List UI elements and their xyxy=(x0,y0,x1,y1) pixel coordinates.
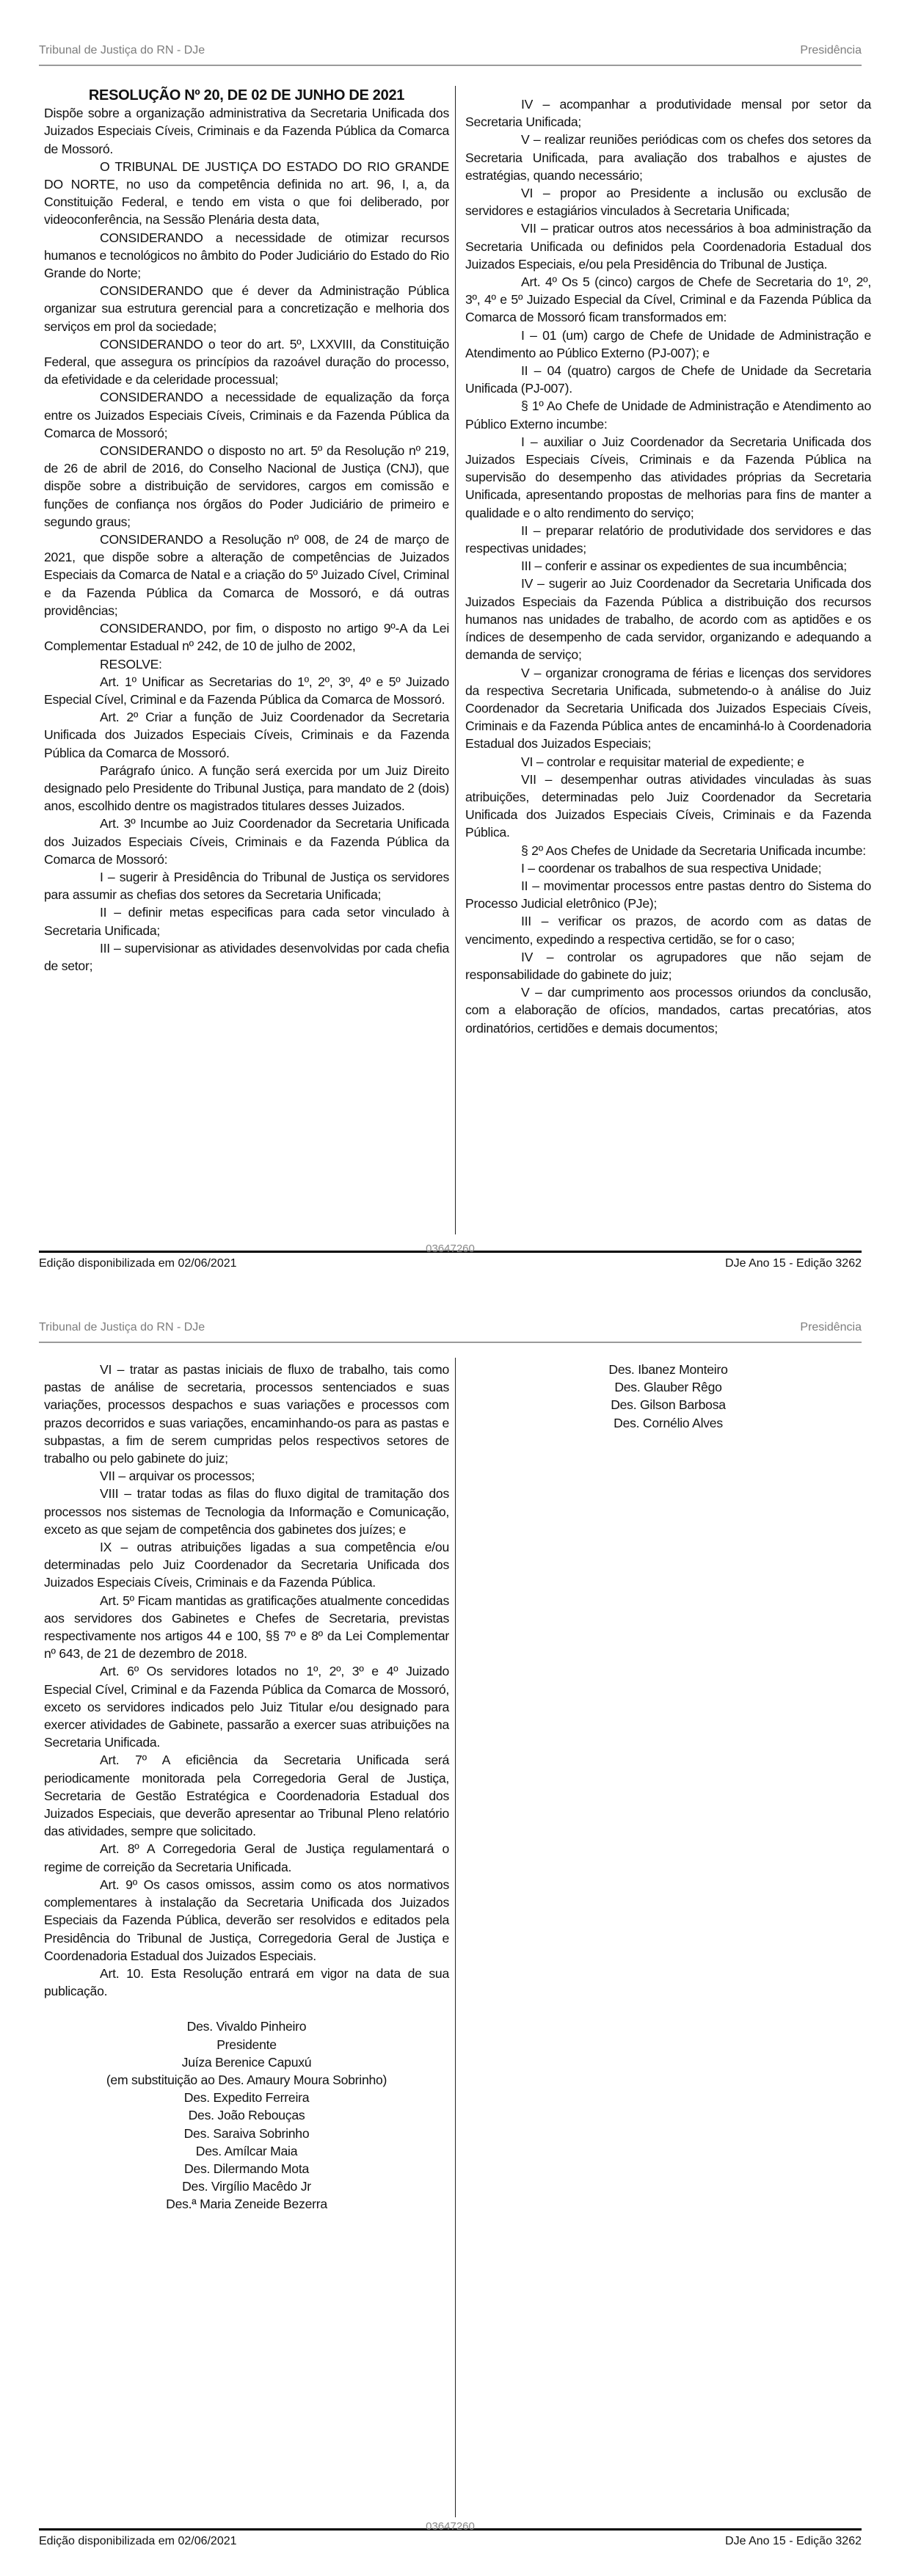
paragraph: VI – propor ao Presidente a inclusão ou exclusão de servidores e estagiários vinculados à Secretaria Unificada; xyxy=(465,186,871,219)
page-header xyxy=(39,1321,862,1343)
paragraph: Art. 2º Criar a função de Juiz Coordenador da Secretaria Unificada dos Juizados Especiais Cíveis, Criminais e da Fazenda Pública da Comarca de Mossoró. xyxy=(44,710,449,760)
signatory-name: Des. Amílcar Maia xyxy=(195,2143,298,2158)
paragraph: I – coordenar os trabalhos de sua respectiva Unidade; xyxy=(521,860,822,876)
header-section: Presidência xyxy=(800,1321,862,1334)
column-right xyxy=(465,95,871,1037)
paragraph: V – dar cumprimento aos processos oriundos da conclusão, com a elaboração de ofícios, mandados, cartas precatórias, atos ordinatórios, certidões e demais documentos; xyxy=(465,985,871,1036)
paragraph: CONSIDERANDO a Resolução nº 008, de 24 de março de 2021, que dispõe sobre a alteração de competências de Juizados Especiais da Comarca de Natal e a criação do 5º Juizado Cível, Criminal e da Fazenda Pública da Comarca de Mossoró, e dá outras providências; xyxy=(44,532,449,618)
paragraph: Art. 10. Esta Resolução entrará em vigor na data de sua publicação. xyxy=(44,1965,449,1999)
paragraph: CONSIDERANDO a necessidade de otimizar recursos humanos e tecnológicos no âmbito do Poder Judiciário do Estado do Rio Grande do Norte; xyxy=(44,230,449,281)
signature xyxy=(44,2053,449,2089)
paragraph: RESOLVE: xyxy=(100,656,162,672)
signatory-name: Des. João Rebouças xyxy=(188,2108,305,2123)
paragraph: Art. 3º Incumbe ao Juiz Coordenador da Secretaria Unificada dos Juizados Especiais Cíveis, Criminais e da Fazenda Pública da Comarca de Mossoró: xyxy=(44,816,449,867)
document-title: RESOLUÇÃO Nº 20, DE 02 DE JUNHO DE 2021 xyxy=(88,87,405,103)
paragraph: Art. 6º Os servidores lotados no 1º, 2º, 3º e 4º Juizado Especial Cível, Criminal e da Fazenda Pública da Comarca de Mossoró, exceto os servidores indicados pelo Juiz Titular e/ou designado para exercer atividades de Gabinete, passarão a exercer suas atribuições na Secretaria Unificada. xyxy=(44,1664,449,1750)
paragraph: Art. 7º A eficiência da Secretaria Unificada será periodicamente monitorada pela Corregedoria Geral de Justiça, Secretaria de Gestão Estratégica e Coordenadoria Estadual dos Juizados Especiais, que deverão apresentar ao Tribunal Pleno relatório das atividades, sempre que solicitado. xyxy=(44,1753,449,1839)
paragraph: VII – desempenhar outras atividades vinculadas às suas atribuições, determinadas pelo Juiz Coordenador da Secretaria Unificada dos Juizados Especiais Cíveis, Criminais e da Fazenda Pública. xyxy=(465,771,871,840)
paragraph: VIII – tratar todas as filas do fluxo digital de tramitação dos processos nos sistemas de Tecnologia da Informação e Comunicação, exceto as que sejam de competência dos gabinetes dos juízes; e xyxy=(44,1486,449,1537)
footer-document-id: 03647260 xyxy=(426,2520,475,2533)
signature xyxy=(44,2160,449,2177)
footer-edition-number: DJe Ano 15 - Edição 3262 xyxy=(725,1257,862,1270)
page-footer xyxy=(39,1242,862,1270)
signature xyxy=(44,2017,449,2053)
signatures-list xyxy=(44,2017,449,2213)
paragraph: Art. 9º Os casos omissos, assim como os atos normativos complementares à instalação da Secretaria Unificada dos Juizados Especiais da Fazenda Pública, deverão ser resolvidos e editados pela Presidência do Tribunal de Justiça, Corregedoria Geral de Justiça e Coordenadoria Estadual dos Juizados Especiais. xyxy=(44,1877,449,1963)
column-left xyxy=(44,87,449,975)
page-2 xyxy=(0,1288,910,2576)
paragraph: § 2º Aos Chefes de Unidade da Secretaria Unificada incumbe: xyxy=(521,843,866,858)
signature xyxy=(465,1361,871,1378)
signatory-name: Des. Expedito Ferreira xyxy=(183,2090,310,2106)
paragraph: II – definir metas especificas para cada setor vinculado à Secretaria Unificada; xyxy=(44,905,449,938)
header-section: Presidência xyxy=(800,44,862,57)
signatory-name: Des. Dilermando Mota xyxy=(183,2161,310,2176)
paragraph: CONSIDERANDO que é dever da Administração Pública organizar sua estrutura gerencial para a concretização e melhoria dos serviços em prol da sociedade; xyxy=(44,283,449,334)
paragraph: I – auxiliar o Juiz Coordenador da Secretaria Unificada dos Juizados Especiais Cíveis, Criminais e da Fazenda Pública na supervisão do desempenho das atividades próprias da Secretaria Unificada, apresentando propostas de melhorias para fins de manter a qualidade e o alto rendimento do serviço; xyxy=(465,434,871,520)
paragraph: VII – arquivar os processos; xyxy=(100,1469,255,1484)
paragraph: V – realizar reuniões periódicas com os chefes dos setores da Secretaria Unificada, para avaliação dos trabalhos e ajustes de estratégias, quando necessário; xyxy=(465,132,871,183)
paragraph: § 1º Ao Chefe de Unidade de Administração e Atendimento ao Público Externo incumbe: xyxy=(465,399,871,432)
paragraph: VI – tratar as pastas iniciais de fluxo de trabalho, tais como pastas de análise de secretaria, processos sentenciados e suas variações, processos despachos e suas variações e processos com prazos decorridos e suas variações, encaminhando-os para as pastas e subpastas, a fim de serem cumpridas pelos respectivos setores de trabalho ou pelo gabinete do juiz; xyxy=(44,1362,449,1466)
signature xyxy=(44,2089,449,2106)
paragraph: IV – controlar os agrupadores que não sejam de responsabilidade do gabinete do juiz; xyxy=(465,949,871,982)
paragraph: VI – controlar e requisitar material de expediente; e xyxy=(521,754,804,769)
paragraph: IV – sugerir ao Juiz Coordenador da Secretaria Unificada dos Juizados Especiais da Fazenda Pública a distribuição dos recursos humanos nas unidades de trabalho, de acordo com as aptidões e os índices de desempenho de cada servidor, organizando e adequando a demanda de serviço; xyxy=(465,576,871,663)
paragraph: Art. 8º A Corregedoria Geral de Justiça regulamentará o regime de correição da Secretaria Unificada. xyxy=(44,1841,449,1874)
signatory-name: Des. Cornélio Alves xyxy=(614,1415,723,1430)
column-divider xyxy=(455,86,456,1234)
ementa: Dispõe sobre a organização administrativa da Secretaria Unificada dos Juizados Especiais Cíveis, Criminais e da Fazenda Pública da Comarca de Mossoró. xyxy=(44,106,449,156)
paragraph: CONSIDERANDO a necessidade de equalização da força entre os Juizados Especiais Cíveis, Criminais e da Fazenda Pública da Comarca de Mossoró; xyxy=(44,390,449,440)
signature xyxy=(44,2125,449,2142)
footer-edition-date: Edição disponibilizada em 02/06/2021 xyxy=(39,2535,237,2547)
signatures-list xyxy=(465,1361,871,1432)
signature xyxy=(44,2142,449,2160)
signatory-name: Des. Virgílio Macêdo Jr xyxy=(182,2179,311,2194)
signature xyxy=(465,1378,871,1396)
paragraph: II – preparar relatório de produtividade dos servidores e das respectivas unidades; xyxy=(465,523,871,556)
paragraph: I – 01 (um) cargo de Chefe de Unidade de Administração e Atendimento ao Público Externo (PJ-007); e xyxy=(465,327,871,360)
signatory-role: Presidente xyxy=(216,2037,277,2052)
paragraphs-list xyxy=(44,1361,449,2000)
paragraph: III – supervisionar as atividades desenvolvidas por cada chefia de setor; xyxy=(44,940,449,973)
page-footer xyxy=(39,2520,862,2547)
footer-edition-number: DJe Ano 15 - Edição 3262 xyxy=(725,2535,862,2547)
paragraph: Art. 1º Unificar as Secretarias do 1º, 2º, 3º, 4º e 5º Juizado Especial Cível, Criminal e da Fazenda Pública da Comarca de Mossoró. xyxy=(44,674,449,707)
signatory-name: Des. Gilson Barbosa xyxy=(611,1397,726,1413)
signature xyxy=(465,1396,871,1413)
column-divider xyxy=(455,1358,456,2517)
column-right xyxy=(465,1361,871,1432)
paragraph: Art. 5º Ficam mantidas as gratificações atualmente concedidas aos servidores dos Gabinetes e Chefes de Secretaria, previstas respectivamente nos artigos 44 e 100, §§ 7º e 8º da Lei Complementar nº 643, de 21 de dezembro de 2018. xyxy=(44,1593,449,1662)
footer-edition-date: Edição disponibilizada em 02/06/2021 xyxy=(39,1257,237,1270)
paragraph: III – verificar os prazos, de acordo com as datas de vencimento, expedindo a respectiva certidão, se for o caso; xyxy=(465,914,871,947)
paragraph: CONSIDERANDO o disposto no art. 5º da Resolução nº 219, de 26 de abril de 2016, do Conselho Nacional de Justiça (CNJ), que dispõe sobre a distribuição de servidores, cargos em comissão e funções de confiança nos órgãos do Poder Judiciário de primeiro e segundo graus; xyxy=(44,443,449,529)
paragraph: II – 04 (quatro) cargos de Chefe de Unidade da Secretaria Unificada (PJ-007). xyxy=(465,363,871,396)
signatory-name: Des.ª Maria Zeneide Bezerra xyxy=(166,2197,327,2212)
column-left xyxy=(44,1361,449,2213)
signatory-name: Des. Saraiva Sobrinho xyxy=(183,2125,310,2141)
signature xyxy=(44,2106,449,2124)
paragraph: IX – outras atribuições ligadas a sua competência e/ou determinadas pelo Juiz Coordenador da Secretaria Unificada dos Juizados Especiais Cíveis, Criminais e da Fazenda Pública. xyxy=(44,1540,449,1590)
paragraph: CONSIDERANDO o teor do art. 5º, LXXVIII, da Constituição Federal, que assegura os princípios da razoável duração do processo, da efetividade e da celeridade processual; xyxy=(44,336,449,388)
header-publication: Tribunal de Justiça do RN - DJe xyxy=(39,44,205,57)
paragraph: Art. 4º Os 5 (cinco) cargos de Chefe de Secretaria do 1º, 2º, 3º, 4º e 5º Juizado Especial da Cível, Criminal e da Fazenda Pública da Comarca de Mossoró ficam transformados em: xyxy=(465,274,871,325)
paragraphs-list xyxy=(465,95,871,1037)
paragraph: Parágrafo único. A função será exercida por um Juiz Direito designado pelo Presidente do Tribunal Justiça, para mandato de 2 (dois) anos, escolhido dentre os magistrados titulares desses Juizados. xyxy=(44,763,449,814)
signature xyxy=(44,2195,449,2213)
signatory-name: Des. Glauber Rêgo xyxy=(614,1380,722,1395)
signatory-name: Juíza Berenice Capuxú xyxy=(181,2054,312,2070)
page-header xyxy=(39,44,862,66)
footer-document-id: 03647260 xyxy=(426,1242,475,1255)
signatory-name: Des. Vivaldo Pinheiro xyxy=(186,2019,307,2034)
paragraphs-list xyxy=(44,158,449,975)
paragraph: I – sugerir à Presidência do Tribunal de Justiça os servidores para assumir as chefias dos setores da Secretaria Unificada; xyxy=(44,869,449,903)
paragraph: VII – praticar outros atos necessários à boa administração da Secretaria Unificada ou definidos pela Coordenadoria Estadual dos Juizados Especiais, e/ou pela Presidência do Tribunal de Justiça. xyxy=(465,221,871,272)
paragraph: III – conferir e assinar os expedientes de sua incumbência; xyxy=(521,559,847,574)
paragraph: IV – acompanhar a produtividade mensal por setor da Secretaria Unificada; xyxy=(465,97,871,130)
paragraph: CONSIDERANDO, por fim, o disposto no artigo 9º-A da Lei Complementar Estadual nº 242, de 10 de julho de 2002, xyxy=(44,621,449,654)
signature xyxy=(465,1414,871,1432)
header-publication: Tribunal de Justiça do RN - DJe xyxy=(39,1321,205,1334)
signatory-role: (em substituição ao Des. Amaury Moura Sobrinho) xyxy=(106,2072,387,2087)
paragraph: II – movimentar processos entre pastas dentro do Sistema do Processo Judicial eletrônico (PJe); xyxy=(465,878,871,912)
paragraph: O TRIBUNAL DE JUSTIÇA DO ESTADO DO RIO GRANDE DO NORTE, no uso da competência definida no art. 96, I, a, da Constituição Federal, e tendo em vista o que foi deliberado, por videoconferência, na Sessão Plenária desta data, xyxy=(44,159,449,228)
signatory-name: Des. Ibanez Monteiro xyxy=(608,1362,728,1377)
signature xyxy=(44,2177,449,2195)
paragraph: V – organizar cronograma de férias e licenças dos servidores da respectiva Secretaria Unificada, submetendo-o à análise do Juiz Coordenador da Secretaria Unificada dos Juizados Especiais Cíveis, Criminais e da Fazenda Pública antes de encaminhá-lo à Coordenadoria Estadual dos Juizados Especiais; xyxy=(465,665,871,752)
